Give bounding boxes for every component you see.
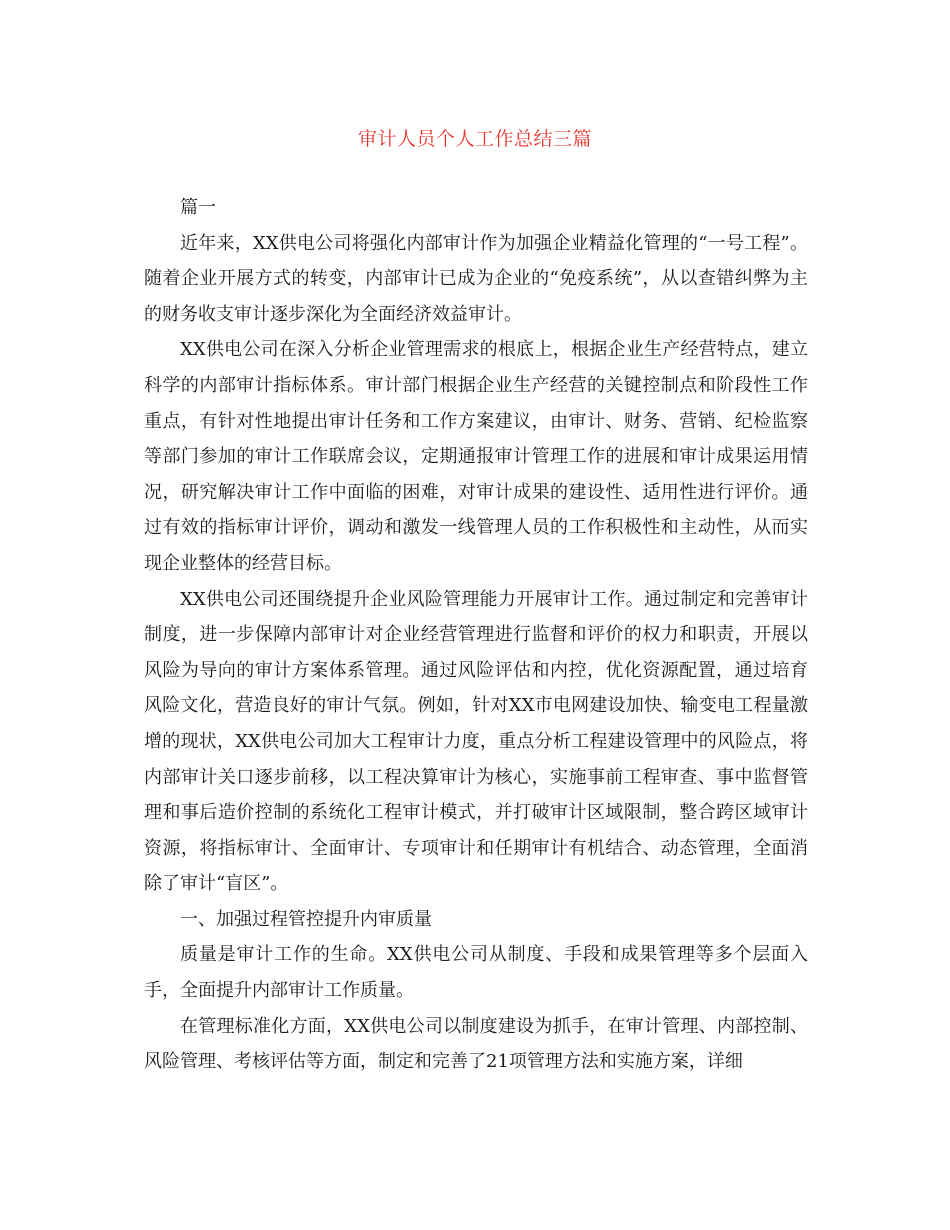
paragraph: XX供电公司还围绕提升企业风险管理能力开展审计工作。通过制定和完善审计制度，进一步保障内部审计对企业经营管理进行监督和评价的权力和职责，开展以风险为导向的审计方案体系管理。通过风险评估和内控，优化资源配置，通过培育风险文化，营造良好的审计气氛。例如，针对XX市电网建设加快、输变电工程量激增的现状，XX供电公司加大工程审计力度，重点分析工程建设管理中的风险点，将内部审计关口逐步前移，以工程决算审计为核心，实施事前工程审查、事中监督管理和事后造价控制的系统化工程审计模式，并打破审计区域限制，整合跨区域审计资源，将指标审计、全面审计、专项审计和任期审计有机结合、动态管理，全面消除了审计“盲区”。 bbox=[144, 588, 808, 895]
paragraph: 在管理标准化方面，XX供电公司以制度建设为抓手，在审计管理、内部控制、风险管理、考核评估等方面，制定和完善了21项管理方法和实施方案，详细 bbox=[144, 1015, 808, 1073]
paragraph: 近年来，XX供电公司将强化内部审计作为加强企业精益化管理的“一号工程”。随着企业开展方式的转变，内部审计已成为企业的“免疫系统”，从以查错纠弊为主的财务收支审计逐步深化为全面经济效益审计。 bbox=[144, 232, 808, 325]
section-label: 篇一 bbox=[180, 197, 216, 218]
document-body bbox=[144, 190, 808, 1080]
section-heading: 一、加强过程管控提升内审质量 bbox=[180, 908, 432, 930]
document-title: 审计人员个人工作总结三篇 bbox=[357, 128, 592, 150]
paragraph: XX供电公司在深入分析企业管理需求的根底上，根据企业生产经营特点，建立科学的内部审计指标体系。审计部门根据企业生产经营的关键控制点和阶段性工作重点，有针对性地提出审计任务和工作方案建议，由审计、财务、营销、纪检监察等部门参加的审计工作联席会议，定期通报审计管理工作的进展和审计成果运用情况，研究解决审计工作中面临的困难，对审计成果的建设性、适用性进行评价。通过有效的指标审计评价，调动和激发一线管理人员的工作积极性和主动性，从而实现企业整体的经营目标。 bbox=[144, 339, 808, 574]
paragraph: 质量是审计工作的生命。XX供电公司从制度、手段和成果管理等多个层面入手，全面提升内部审计工作质量。 bbox=[144, 944, 808, 1002]
